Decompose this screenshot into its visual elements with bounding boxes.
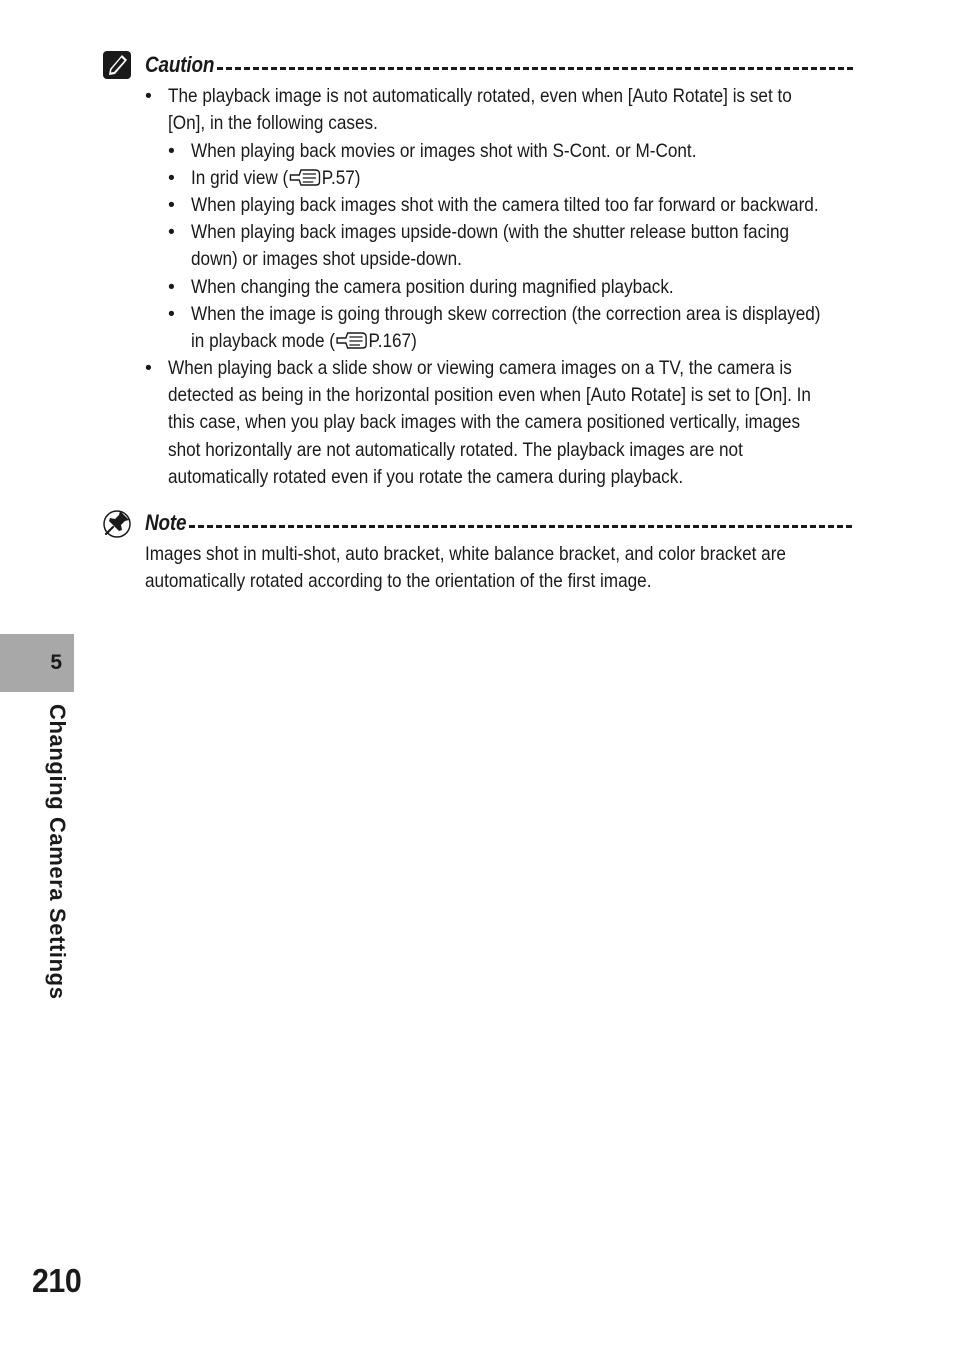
caution-pencil-icon [102, 50, 132, 80]
bullet-marker: • [145, 85, 152, 107]
chapter-tab [0, 634, 74, 692]
caution-subitem-magnified: When changing the camera position during magnified playback. [191, 276, 674, 298]
note-rule [189, 525, 854, 528]
bullet-marker: • [168, 194, 175, 216]
note-title: Note [145, 510, 187, 535]
chapter-title: Changing Camera Settings [45, 704, 70, 1000]
bullet-marker: • [168, 167, 175, 189]
page-number: 210 [32, 1262, 82, 1299]
bullet-marker: • [145, 357, 152, 379]
caution-heading [102, 50, 854, 80]
caution-subitem-skew: When the image is going through skew correction (the correction area is displayed) in playback mode ( P.167) [191, 303, 821, 353]
note-text: Images shot in multi-shot, auto bracket, white balance bracket, and color bracket are automatically rotated according to the orientation of the first image. [145, 543, 786, 593]
caution-item-1: The playback image is not automatically rotated, even when [Auto Rotate] is set to [On], in the following cases. [168, 85, 792, 135]
caution-rule [217, 67, 854, 70]
caution-subitem-grid-view: In grid view ( P.57) [191, 167, 361, 189]
page-reference-hand-icon [335, 330, 368, 350]
caution-subitem-movies: When playing back movies or images shot with S-Cont. or M-Cont. [191, 140, 697, 162]
bullet-marker: • [168, 303, 175, 325]
bullet-marker: • [168, 140, 175, 162]
caution-item-2: When playing back a slide show or viewing camera images on a TV, the camera is detected as being in the horizontal position even when [Auto Rotate] is set to [On]. In this case, when you play back images with the camera positioned vertically, images shot horizontally are not automatically rotated. The playback images are not automatically rotated even if you rotate the camera during playback. [168, 357, 811, 488]
note-heading [102, 508, 854, 538]
bullet-marker: • [168, 221, 175, 243]
caution-subitem-upside-down: When playing back images upside-down (with the shutter release button facing down) or images shot upside-down. [191, 221, 790, 271]
caution-subitem-tilted: When playing back images shot with the camera tilted too far forward or backward. [191, 194, 819, 216]
bullet-marker: • [168, 276, 175, 298]
caution-title: Caution [145, 52, 215, 77]
page-reference-hand-icon [288, 167, 321, 187]
note-pin-icon [102, 508, 132, 538]
chapter-number: 5 [50, 651, 62, 674]
